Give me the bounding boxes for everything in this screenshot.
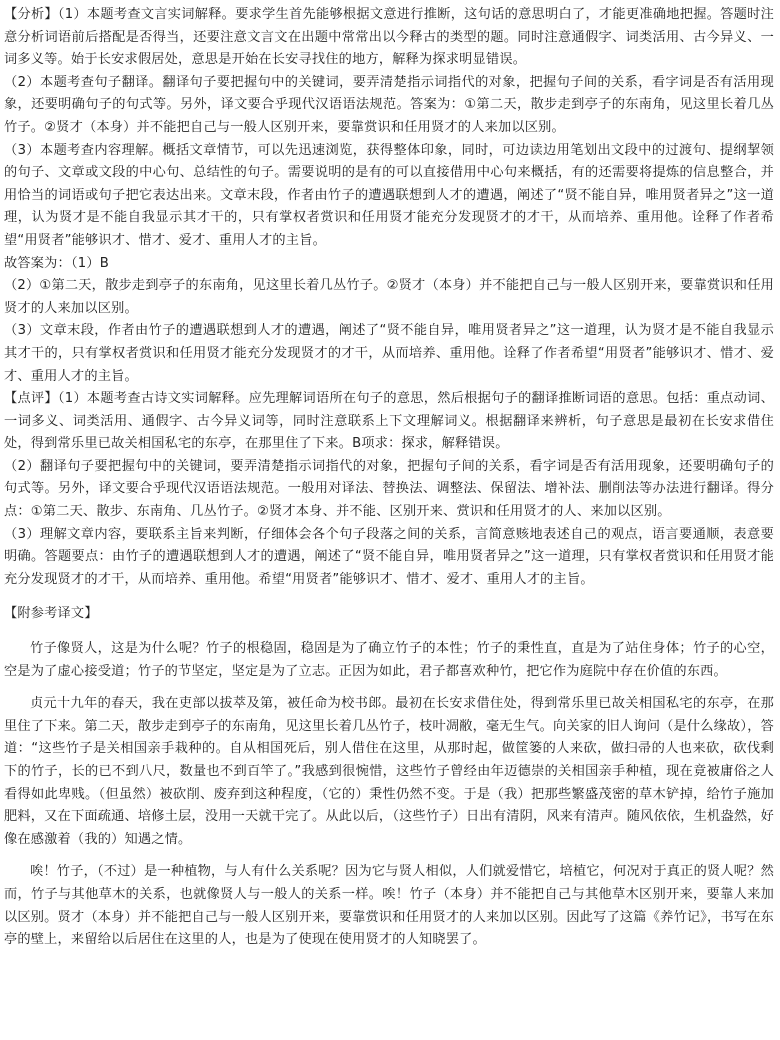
comment-p2: （2）翻译句子要把握句中的关键词，要弄清楚指示词指代的对象，把握句子间的关系，看字词是否有活用现象，还要明确句子的句式等。另外，译文要合乎现代汉语语法规范。一般用对译法、替换法、调整法、保留法、增补法、删削法等办法进行翻译。得分点：①第二天、散步、东南角、几丛竹子。②贤才本身、并不能、区别开来、赏识和任用贤才的人、来加以区别。 — [4, 458, 774, 520]
comment-tag: 【点评】 — [4, 391, 58, 407]
answer-line1: 故答案为：（1）B — [4, 255, 109, 271]
reference-p2: 贞元十九年的春天，我在吏部以拔萃及第，被任命为校书郎。最初在长安求借住处，得到常乐里已故关相国私宅的东亭，在那里住了下来。第二天，散步走到亭子的东南角，见这里长着几丛竹子，枝叶凋敝，毫无生气。向关家的旧人询问（是什么缘故），答道：“这些竹子是关相国亲手栽种的。自从相国死后，别人借住在这里，从那时起，做筐篓的人来砍，做扫帚的人也来砍，砍伐剩下的竹子，长的已不到八尺，数量也不到百竿了。”我感到很惋惜，这些竹子曾经由年迈德崇的关相国亲手种植，现在竟被庸俗之人看得如此卑贱。（但虽然）被砍削、废弃到这种程度，（它的）秉性仍然不变。于是（我）把那些繁盛茂密的草木铲掉，给竹子施加肥料，又在下面疏通、培修土层，没用一天就干完了。从此以后，（这些竹子）日出有清阴，风来有清声。随风依依，生机盎然，好像在感激着（我的）知遇之情。 — [4, 696, 774, 847]
spacer — [4, 626, 774, 638]
comment-p3: （3）理解文章内容，要联系主旨来判断，仔细体会各个句子段落之间的关系，言简意赅地表述自己的观点，语言要通顺，表意要明确。答题要点：由竹子的遭遇联想到人才的遭遇，阐述了“贤不能自异，唯用贤者异之”这一道理，只有掌权者赏识和任用贤才能充分发现贤才的才干，从而培养、重用他。希望“用贤者”能够识才、惜才、爱才、重用人才的主旨。 — [4, 526, 774, 587]
spacer — [4, 851, 774, 861]
answer-p3: （3）文章末段，作者由竹子的遭遇联想到人才的遭遇，阐述了“贤不能自异，唯用贤者异之”这一道理，认为贤才是不能自我显示其才干的，只有掌权者赏识和任用贤才能充分发现贤才的才干，从而培养、重用他。诠释了作者希望“用贤者”能够识才、惜才、爱才、重用人才的主旨。 — [4, 323, 774, 384]
answer-p2: （2）①第二天，散步走到亭子的东南角，见这里长着几丛竹子。②贤才（本身）并不能把自己与一般人区别开来，要靠赏识和任用贤才的人来加以区别。 — [4, 278, 774, 316]
reference-heading: 【附参考译文】 — [4, 606, 98, 622]
reference-p1: 竹子像贤人，这是为什么呢？竹子的根稳固，稳固是为了确立竹子的本性；竹子的秉性直，直是为了站住身体；竹子的心空，空是为了虚心接受道；竹子的节坚定，坚定是为了立志。正因为如此，君子都喜欢种竹，把它作为庭院中存在价值的东西。 — [4, 641, 774, 679]
spacer — [4, 683, 774, 693]
spacer — [4, 591, 774, 603]
reference-p3: 唉！竹子，（不过）是一种植物，与人有什么关系呢？因为它与贤人相似，人们就爱惜它，培植它，何况对于真正的贤人呢？然而，竹子与其他草木的关系，也就像贤人与一般人的关系一样。唉！竹子（本身）并不能把自己与其他草木区别开来，要靠人来加以区别。贤才（本身）并不能把自己与一般人区别开来，要靠赏识和任用贤才的人来加以区别。因此写了这篇《养竹记》，书写在东亭的壁上，来留给以后居住在这里的人，也是为了使现在使用贤才的人知晓罢了。 — [4, 864, 774, 948]
analysis-p1-text: （1）本题考查文言实词解释。要求学生首先能够根据文意进行推断，这句话的意思明白了，才能更准确地把握。答题时注意分析词语前后搭配是否得当，还要注意文言文在出题中常常出以今释古的类型的题。同时注意通假字、词类活用、古今异义、一词多义等。始于长安求假居处，意思是开始在长安寻找住的地方，解释为探求明显错误。 — [4, 7, 774, 68]
analysis-tag: 【分析】 — [4, 7, 58, 22]
comment-p1-text: （1）本题考查古诗文实词解释。应先理解词语所在句子的意思，然后根据句子的翻译推断词语的意思。包括：重点动词、一词多义、词类活用、通假字、古今异义词等，同时注意联系上下文理解词义。根据翻译来辨析，句子意思是最初在长安求借住处，得到常乐里已故关相国私宅的东亭，在那里住了下来。B项求：探求，解释错误。 — [4, 391, 774, 452]
comment-p1 — [4, 388, 774, 456]
analysis-p2: （2）本题考查句子翻译。翻译句子要把握句中的关键词，要弄清楚指示词指代的对象，把握句子间的关系，看字词是否有活用现象，还要明确句子的句式等。另外，译文要合乎现代汉语语法规范。答案为：①第二天，散步走到亭子的东南角，见这里长着几丛竹子。②贤才（本身）并不能把自己与一般人区别开来，要靠赏识和任用贤才的人来加以区别。 — [4, 74, 774, 135]
analysis-p1 — [4, 4, 774, 72]
analysis-p3: （3）本题考查内容理解。概括文章情节，可以先迅速浏览，获得整体印象，同时，可边读边用笔划出文段中的过渡句、提纲挈领的句子、文章或文段的中心句、总结性的句子。需要说明的是有的可以直接借用中心句来概括，有的还需要将提炼的信息整合，并用恰当的词语或句子把它表达出来。文章末段，作者由竹子的遭遇联想到人才的遭遇，阐述了“贤不能自异，唯用贤者异之”这一道理，认为贤才是不能自我显示其才干的，只有掌权者赏识和任用贤才能充分发现贤才的才干，从而培养、重用他。诠释了作者希望“用贤者”能够识才、惜才、爱才、重用人才的主旨。 — [4, 142, 774, 248]
